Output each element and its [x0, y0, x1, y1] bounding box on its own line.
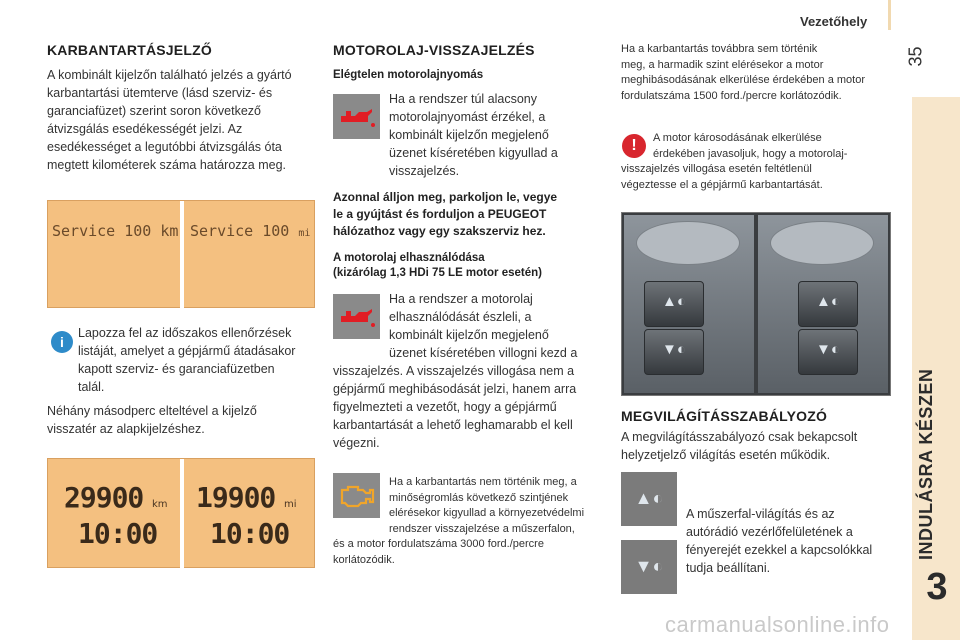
third-level-note: Ha a karbantartás továbbra sem történik meg, a harmadik szint elérésekor a motor meghibásodásának elkerülése érdekében a motor fordulatszáma 1500 ford./percre korlátozódik.: [621, 43, 865, 102]
oil-can-warning-image: [333, 94, 380, 139]
section-title: Vezetőhely: [800, 14, 868, 29]
dimmer-up-icon: ▲◐: [816, 293, 840, 310]
oil-wear-subheading: A motorolaj elhasználódása (kizárólag 1,3 HDi 75 LE motor esetén): [333, 252, 542, 279]
dimmer-down-icon: ▼◐: [662, 341, 686, 358]
service-display-image: [47, 200, 315, 308]
service-km-text: Service 100 km: [52, 222, 179, 240]
engine-limit-note: Ha a karbantartás nem történik meg, a minőségromlás következő szintjének elérésekor kigyullad a környezetvédelmi rendszer visszajelzése a műszerfalon, és a motor fordulatszáma 3000 ford./percre korlátozódik.: [333, 476, 585, 566]
warning-exclamation-icon: !: [622, 134, 646, 158]
maintenance-intro: A kombinált kijelzőn található jelzés a gyártó karbantartási ütemterve (lásd szerviz- és garanciafüzet) szerint soron következő átvizsgálás esedékességét jelzi. Az esedékességet a legutóbbi átvizsgálás óta megtett kilométerek száma határozza meg.: [47, 68, 292, 172]
stop-immediately-warning: Azonnal álljon meg, parkoljon le, vegye le a gyújtást és forduljon a PEUGEOT hálózathoz vagy egy szakszerviz hez.: [333, 190, 558, 238]
info-icon: i: [51, 331, 73, 353]
clock-right: 10:00: [210, 517, 290, 550]
clock-left: 10:00: [78, 517, 158, 550]
brightness-up-icon: ▲◐: [634, 488, 664, 508]
brightness-down-icon: ▼◐: [634, 556, 664, 576]
low-oil-pressure-subheading: Elégtelen motorolajnyomás: [333, 69, 484, 81]
brightness-down-button-image: [621, 540, 677, 594]
dimmer-switch-photo: [621, 212, 891, 396]
dimmer-intro: A megvilágításszabályozó csak bekapcsolt helyzetjelző világítás esetén működik.: [621, 430, 858, 462]
dimmer-usage-text: A műszerfal-világítás és az autórádió vezérlőfelületének a fényerejét ezekkel a kapcsolókkal tudja beállítani.: [686, 507, 873, 575]
oil-indicator-heading: MOTOROLAJ-VISSZAJELZÉS: [333, 42, 535, 58]
page-number: 35: [905, 46, 926, 67]
odometer-right-unit: mi: [284, 499, 297, 510]
maintenance-warning-note: A motor károsodásának elkerülése érdekében javasoljuk, hogy a motorolaj- visszajelzés villogása esetén feltétlenül végeztesse el a gépjármű karbantartását.: [621, 132, 848, 191]
return-note: Néhány másodperc elteltével a kijelző visszatér az alapkijelzéshez.: [47, 404, 257, 436]
odometer-right-value: 19900: [196, 481, 276, 514]
dimmer-up-icon: ▲◐: [662, 293, 686, 310]
dimmer-down-icon: ▼◐: [816, 341, 840, 358]
odometer-left-value: 29900: [64, 481, 144, 514]
maintenance-indicator-heading: KARBANTARTÁSJELZŐ: [47, 42, 212, 58]
dimmer-heading: MEGVILÁGÍTÁSSZABÁLYOZÓ: [621, 408, 828, 424]
chapter-number: 3: [926, 566, 948, 608]
info-note: Lapozza fel az időszakos ellenőrzések listáját, amelyet a gépjármű átadásakor kapott szerviz- és garanciafüzetben talál.: [78, 326, 296, 394]
watermark: carmanualsonline.info: [665, 612, 890, 637]
oil-wear-text: Ha a rendszer a motorolaj elhasználódását észleli, a kombinált kijelzőn megjelenő üzenet kíséretében villogni kezd a visszajelzés. A visszajelzés villogása nem a gépjármű meghibásodását jelzi, hanem arra figyelmezteti a vezetőt, hogy a gépjármű karbantartását a lehető leghamarabb el kell végezni.: [333, 292, 578, 450]
odometer-display-image: [47, 458, 315, 568]
odometer-left-unit: km: [152, 499, 168, 510]
oil-can-icon: [333, 94, 380, 139]
low-oil-pressure-text: Ha a rendszer túl alacsony motorolajnyomást érzékel, a kombinált kijelzőn megjelenő üzenet kíséretében kigyullad a visszajelzés.: [389, 92, 558, 178]
brightness-up-button-image: [621, 472, 677, 526]
header-divider: [888, 0, 891, 30]
chapter-title: INDULÁSRA KÉSZEN: [916, 368, 936, 560]
service-mi-text: Service 100 mi: [190, 222, 311, 240]
